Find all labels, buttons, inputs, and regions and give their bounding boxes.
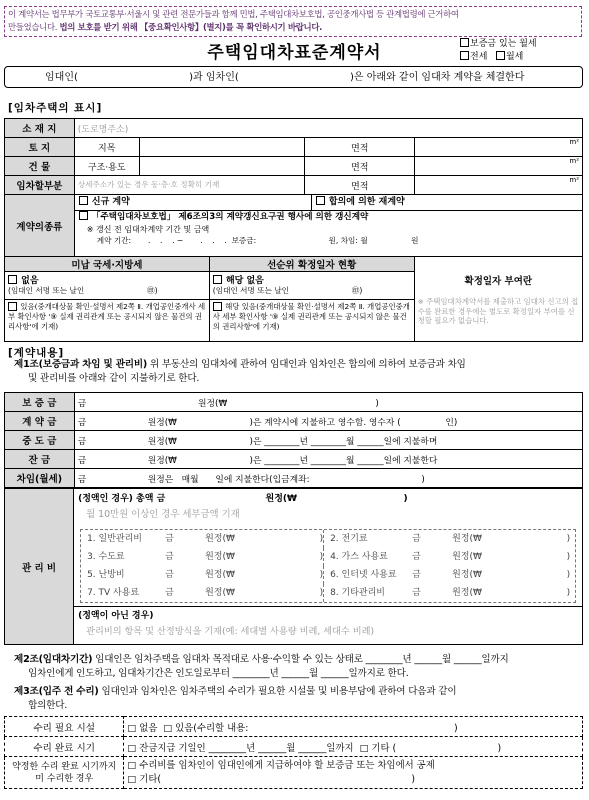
option-monthly[interactable]: 월세: [496, 52, 523, 62]
mgmt-items-box: [80, 529, 576, 603]
tax-none-option[interactable]: 없음: [8, 273, 206, 286]
notice-line1: 이 계약서는 법무부가 국토교통부·서울시 및 관련 전문가들과 함께 민법, 주택임대차보호법, 공인중개사법 등 관계법령에 근거하여: [8, 9, 459, 19]
land-area-label: 면적: [305, 138, 415, 157]
address-field[interactable]: (도로명주소): [74, 119, 582, 138]
checkbox-icon[interactable]: [460, 51, 469, 60]
building-area-field[interactable]: m²: [415, 157, 583, 176]
payment-field[interactable]: 금 원정은 매월 일에 지불한다(입금계좌: ): [74, 469, 582, 488]
mgmt-item-cell: ): [319, 552, 324, 562]
payment-label: 계 약 금: [5, 412, 75, 431]
contract-type-options: [460, 38, 537, 64]
mgmt-item-cell: 금: [412, 570, 421, 580]
repair-other-option[interactable]: □ 기타( ): [127, 773, 416, 785]
mgmt-item-cell: 2. 전기료: [323, 530, 412, 548]
tax-exists-option[interactable]: 있음(중개대상물 확인·설명서 제2쪽 Ⅱ. 개업공인중개사 세부 확인사항 '⑨ 실제 권리관계 또는 공시되지 않은 물건의 권리사항'에 기재): [5, 300, 210, 342]
fixed-date-header: 확정일자 부여란: [464, 276, 533, 287]
checkbox-icon[interactable]: [213, 275, 222, 284]
repair-table: [4, 716, 583, 789]
mgmt-item-cell[interactable]: 원정(₩: [205, 570, 235, 580]
mgmt-item-cell[interactable]: 원정(₩: [452, 534, 482, 544]
repair-need-label: 수리 필요 시설: [5, 717, 124, 737]
mgmt-item-cell: 6. 인터넷 사용료: [323, 566, 412, 584]
notice-line2a: 만들었습니다.: [8, 22, 58, 32]
mgmt-item-row: [81, 530, 575, 548]
part-area-label: 면적: [305, 176, 415, 195]
mgmt-item-cell: 금: [412, 534, 421, 544]
address-label: 소 재 지: [5, 119, 75, 138]
mgmt-item-cell[interactable]: 원정(₩: [452, 552, 482, 562]
mgmt-fixed[interactable]: (정액인 경우) 총액 금 원정(₩ ): [78, 494, 408, 504]
section-contract-title: [계약내용]: [8, 347, 65, 359]
tax-header: 미납 국세·지방세: [5, 257, 210, 272]
article-2: 제2조(임대차기간) 임대인은 임차주택을 임대차 목적대로 사용·수익할 수 있는 상태로 ________년 ______월 ______일까지 임차인에게 인도하고, 임대차기간은 인도일로부터 ________년 ______월 ______일까지로 한다.: [14, 654, 509, 679]
repair-deadline-field[interactable]: □ 잔금지급 기일인 ________년 ______월 ______일까지 □ 기타 ( ): [124, 737, 583, 757]
mgmt-item-cell: 금: [165, 588, 174, 598]
section-property-title: [임차주택의 표시]: [8, 102, 103, 114]
notice-line2b: 법의 보호를 받기 위해 【중요확인사항】(별지)를 꼭 확인하시기 바랍니다.: [59, 22, 323, 32]
payment-label: 보 증 금: [5, 393, 75, 412]
mgmt-item-cell: ): [566, 552, 571, 562]
mgmt-item-cell: 금: [412, 552, 421, 562]
repair-deadline-label: 수리 완료 시기: [5, 737, 124, 757]
mgmt-item-cell: ): [566, 534, 571, 544]
mgmt-fixed-note: 월 10만원 이상인 경우 세부금액 기재: [86, 509, 240, 520]
repair-need-field[interactable]: □ 없음 □ 있음(수리할 내용: ): [124, 717, 583, 737]
renewal-option[interactable]: 「주택임대차보호법」 제6조의3의 계약갱신요구권 행사에 의한 갱신계약: [75, 211, 582, 224]
part-label: 임차할부분: [5, 176, 75, 195]
mgmt-item-cell: ): [566, 570, 571, 580]
option-jeonse[interactable]: 전세: [460, 52, 487, 62]
mgmt-item-cell[interactable]: 원정(₩: [205, 588, 235, 598]
mgmt-item-cell: 4. 가스 사용료: [323, 548, 412, 566]
part-area-field[interactable]: m²: [415, 176, 583, 195]
mgmt-item-cell: 금: [165, 570, 174, 580]
checkbox-icon[interactable]: [8, 302, 17, 311]
mgmt-table: [4, 488, 583, 645]
building-label: 건 물: [5, 157, 75, 176]
payment-field[interactable]: 금 원정(₩ )은 ________년 ________월 ______일에 지불하며: [74, 431, 582, 450]
mgmt-label: 관 리 비: [5, 489, 74, 645]
mgmt-not-fixed-note[interactable]: 관리비의 항목 및 산정방식을 기재(예: 세대별 사용량 비례, 세대수 비례): [86, 626, 375, 637]
payment-field[interactable]: 금 원정(₩ ): [74, 393, 582, 412]
mgmt-item-cell[interactable]: 원정(₩: [452, 588, 482, 598]
building-structure-field[interactable]: [139, 157, 305, 176]
checkbox-icon[interactable]: [8, 275, 17, 284]
mgmt-item-cell: ): [566, 588, 571, 598]
payment-field[interactable]: 금 원정(₩ )은 ________년 ________월 ______일에 지불한다: [74, 450, 582, 469]
checkbox-icon[interactable]: [213, 302, 222, 311]
repair-deduct-option[interactable]: □ 수리비를 임차인이 임대인에게 지급하여야 할 보증금 또는 차임에서 공제: [127, 759, 435, 771]
mgmt-item-row: [81, 548, 575, 566]
mgmt-item-cell: ): [319, 570, 324, 580]
checkbox-icon[interactable]: [316, 196, 325, 205]
mgmt-item-row: [81, 566, 575, 584]
payment-row: [5, 393, 583, 412]
fixed-date-note: ※ 주택임대차계약서를 제출하고 임대차 신고의 접수를 완료한 경우에는 별도로 확정일자 부여를 신청할 필요가 없습니다.: [417, 297, 579, 325]
parties-text: 임대인( )과 임차인( )은 아래와 같이 임대차 계약을 체결한다: [45, 72, 525, 83]
article-3: 제3조(입주 전 수리) 임대인과 임차인은 임차주택의 수리가 필요한 시설물 및 비용부담에 관하여 다음과 같이 합의한다.: [14, 686, 457, 711]
mgmt-item-cell[interactable]: 원정(₩: [205, 534, 235, 544]
priority-none-option[interactable]: 해당 없음: [213, 273, 411, 286]
mgmt-item-cell: 1. 일반관리비: [87, 534, 142, 544]
tax-none-sign[interactable]: (임대인 서명 또는 날인 ㊞): [8, 286, 158, 295]
mgmt-item-cell: 8. 기타관리비: [323, 584, 412, 602]
payment-row: [5, 412, 583, 431]
property-table: [4, 118, 583, 257]
mgmt-item-cell: 3. 수도료: [87, 552, 125, 562]
agreed-renewal-option[interactable]: 합의에 의한 재계약: [312, 195, 405, 210]
building-sub-label: 구조·용도: [74, 157, 139, 176]
payment-label: 중 도 금: [5, 431, 75, 450]
article-1: 제1조(보증금과 차임 및 관리비) 위 부동산의 임대차에 관하여 임대인과 임차인은 합의에 의하여 보증금과 차임 및 관리비를 아래와 같이 지불하기로 한다.: [14, 359, 466, 384]
payment-label: 잔 금: [5, 450, 75, 469]
legal-notice: [4, 6, 582, 37]
prior-amount[interactable]: 보증금: 원, 차임: 월 원: [231, 236, 419, 245]
mgmt-item-cell: 금: [165, 534, 174, 544]
mgmt-item-cell: ): [319, 534, 324, 544]
prior-period[interactable]: 계약 기간: . . . ~ . . .: [96, 236, 227, 245]
mgmt-item-cell: ): [319, 588, 324, 598]
checkbox-icon[interactable]: [79, 211, 88, 220]
building-area-label: 면적: [305, 157, 415, 176]
mgmt-item-cell: 금: [412, 588, 421, 598]
rights-table: [4, 256, 583, 342]
mgmt-not-fixed: (정액이 아닌 경우): [78, 611, 154, 621]
new-contract-option[interactable]: 신규 계약: [75, 195, 312, 210]
checkbox-icon[interactable]: [79, 196, 88, 205]
page-title: 주택임대차표준계약서: [207, 43, 382, 63]
part-field[interactable]: 상세주소가 있는 경우 동·층·호 정확히 기재: [74, 176, 305, 195]
land-type-field[interactable]: [139, 138, 305, 157]
renewal-note: ※ 갱신 전 임대차계약 기간 및 금액: [86, 225, 210, 234]
payment-row: [5, 431, 583, 450]
repair-unfinished-label: 약정한 수리 완료 시기까지 미 수리한 경우: [5, 757, 124, 789]
land-label: 토 지: [5, 138, 75, 157]
land-area-field[interactable]: m²: [415, 138, 583, 157]
mgmt-item-cell[interactable]: 원정(₩: [452, 570, 482, 580]
payment-label: 차임(월세): [5, 469, 75, 488]
mgmt-item-row: [81, 584, 575, 602]
parties-line[interactable]: [4, 66, 583, 88]
mgmt-item-cell: 7. TV 사용료: [87, 588, 140, 598]
priority-exists-option[interactable]: 해당 있음(중개대상물 확인·설명서 제2쪽 Ⅱ. 개업공인중개사 세부 확인사항 '⑨ 실제 권리관계 또는 공시되지 않은 물건의 권리사항'에 기재): [209, 300, 414, 342]
mgmt-item-cell: 금: [165, 552, 174, 562]
payment-row: [5, 469, 583, 488]
payment-field[interactable]: 금 원정(₩ )은 계약시에 지불하고 영수함. 영수자 ( 인): [74, 412, 582, 431]
option-deposit-monthly[interactable]: 보증금 있는 월세: [460, 38, 537, 51]
contract-kind-label: 계약의종류: [5, 195, 75, 257]
land-sub-label: 지목: [74, 138, 139, 157]
mgmt-item-cell[interactable]: 원정(₩: [205, 552, 235, 562]
priority-none-sign[interactable]: (임대인 서명 또는 날인 ㊞): [212, 286, 363, 295]
checkbox-icon[interactable]: [460, 38, 469, 47]
mgmt-item-cell: 5. 난방비: [87, 570, 125, 580]
payments-table: [4, 392, 583, 488]
payment-row: [5, 450, 583, 469]
checkbox-icon[interactable]: [496, 51, 505, 60]
priority-header: 선순위 확정일자 현황: [209, 257, 414, 272]
